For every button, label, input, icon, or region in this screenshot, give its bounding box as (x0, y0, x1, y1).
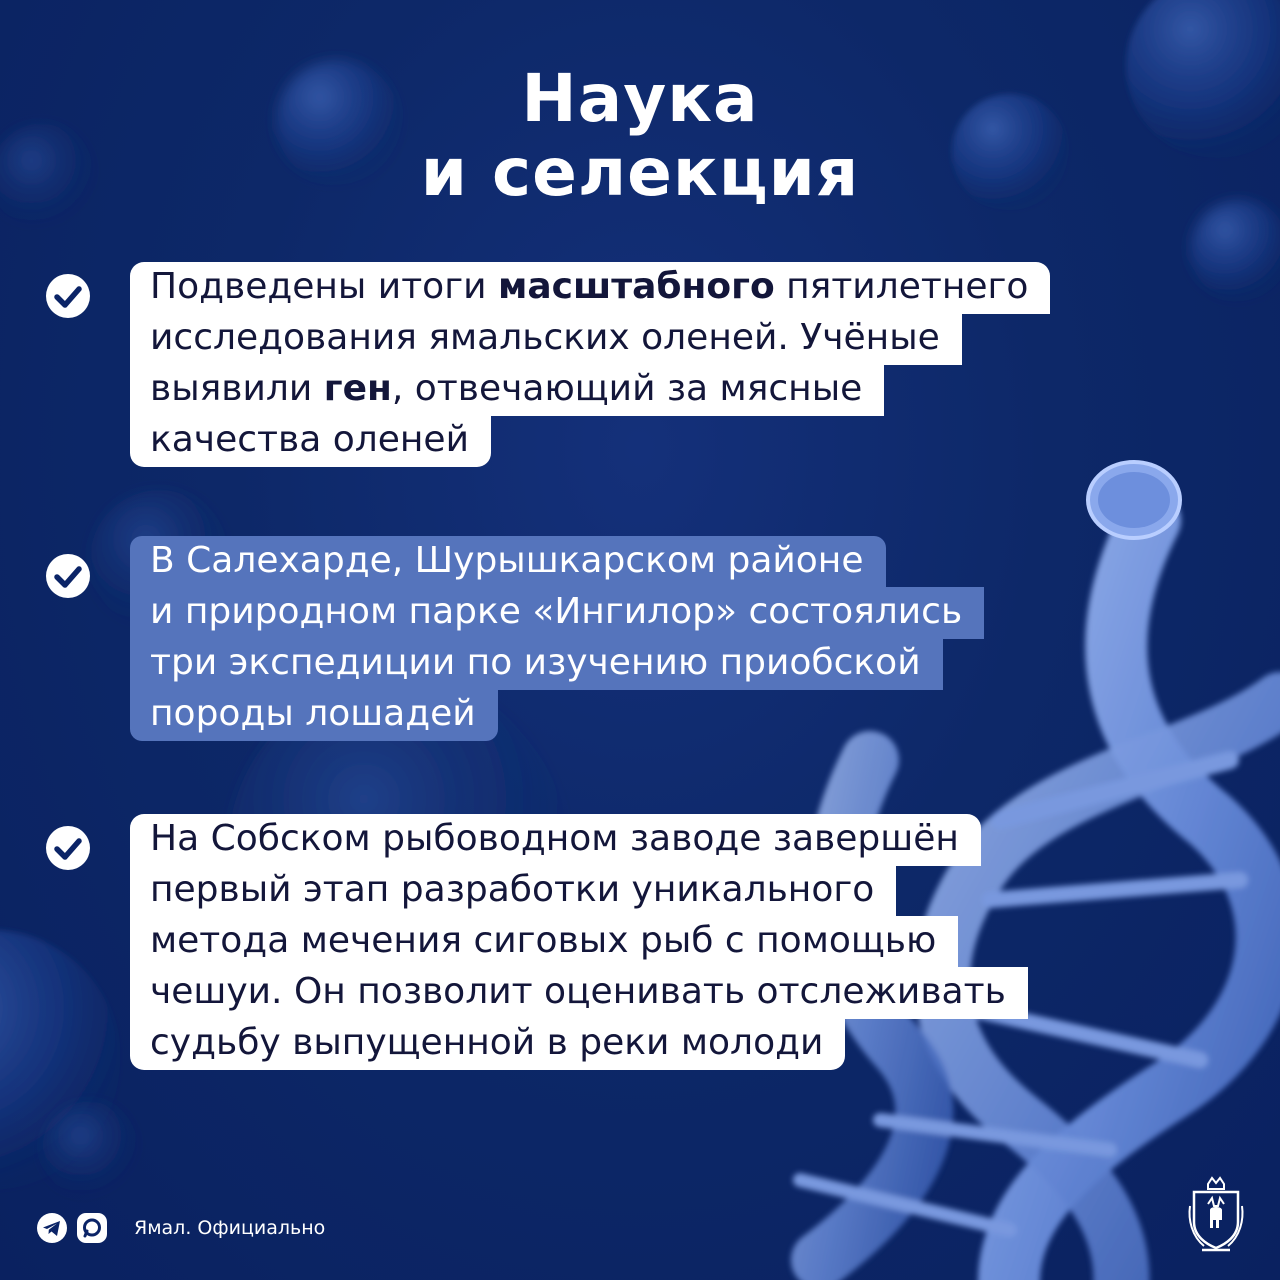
item-1-line: выявили ген, отвечающий за мясные (130, 364, 884, 416)
item-3-line: чешуи. Он позволит оценивать отслеживать (130, 967, 1028, 1019)
item-3-line: На Собском рыбоводном заводе завершён (130, 814, 981, 866)
item-3-text-block (130, 815, 1028, 1070)
item-2-line: три экспедиции по изучению приобской (130, 638, 943, 690)
item-2-line: В Салехарде, Шурышкарском районе (130, 536, 886, 588)
title-line-2: и селекция (420, 134, 860, 211)
item-2-text-block (130, 537, 984, 741)
item-1-line: качества оленей (130, 415, 491, 467)
item-1-line: исследования ямальских оленей. Учёные (130, 313, 962, 365)
title-line-1: Наука (521, 60, 759, 137)
helix-tube-end (1098, 472, 1170, 528)
page-title (0, 62, 1280, 210)
check-circle-icon (44, 272, 92, 320)
check-circle-icon (44, 824, 92, 872)
footer (36, 1210, 325, 1246)
item-2-line: породы лошадей (130, 689, 498, 741)
telegram-icon[interactable] (36, 1212, 68, 1244)
channel-name: Ямал. Официально (134, 1217, 326, 1239)
item-3-line: первый этап разработки уникального (130, 865, 896, 917)
bg-sphere (1190, 200, 1280, 300)
item-3-line: метода мечения сиговых рыб с помощью (130, 916, 958, 968)
bg-sphere (42, 1102, 138, 1198)
check-circle-icon (44, 552, 92, 600)
bold-word: ген (323, 368, 392, 409)
max-messenger-icon[interactable] (76, 1212, 108, 1244)
item-1-line: Подведены итоги масштабного пятилетнего (130, 262, 1050, 314)
item-1-text-block (130, 263, 1050, 467)
bold-word: масштабного (497, 266, 775, 307)
item-2-line: и природном парке «Ингилор» состоялись (130, 587, 984, 639)
item-3-line: судьбу выпущенной в реки молоди (130, 1018, 845, 1070)
coat-of-arms-icon (1186, 1176, 1246, 1254)
